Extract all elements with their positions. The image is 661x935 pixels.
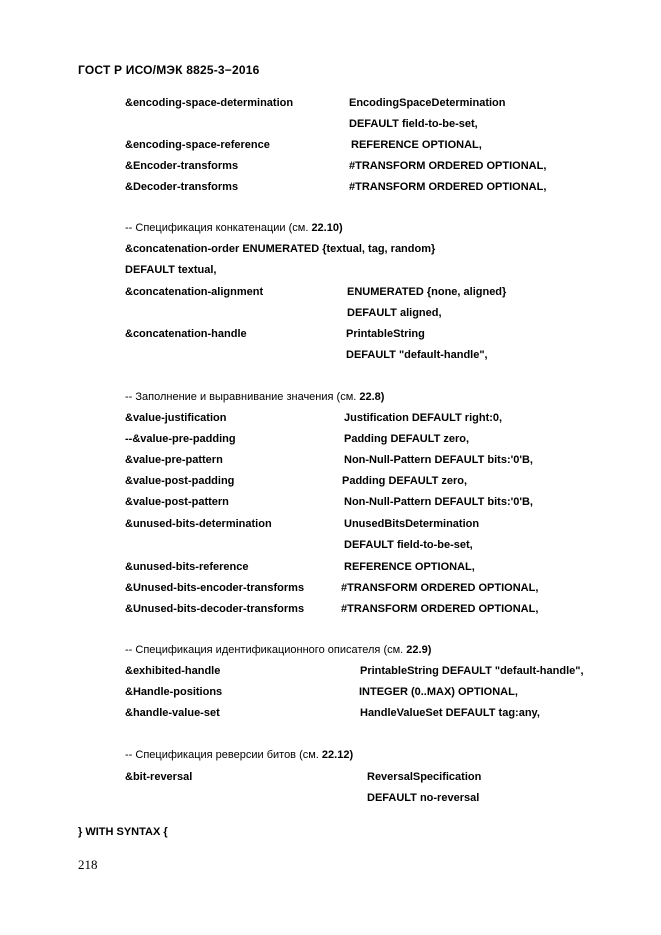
field-value: DEFAULT field-to-be-set, [344,539,473,551]
field-value: #TRANSFORM ORDERED OPTIONAL, [341,582,539,594]
field-value: #TRANSFORM ORDERED OPTIONAL, [349,160,547,172]
field-value: ReversalSpecification [367,771,482,783]
field-name: &unused-bits-determination [125,518,272,530]
field-name: &Unused-bits-encoder-transforms [125,582,305,594]
section-reference: 22.12) [321,749,354,761]
field-name: &bit-reversal [125,771,193,783]
field-value: Justification DEFAULT right:0, [344,412,503,424]
field-value: Padding DEFAULT zero, [344,433,470,445]
field-value: #TRANSFORM ORDERED OPTIONAL, [349,181,547,193]
page-number: 218 [78,857,98,872]
field-value: DEFAULT "default-handle", [346,349,488,361]
section-reference: 22.10) [311,222,343,234]
field-value: Non-Null-Pattern DEFAULT bits:'0'B, [344,454,533,466]
field-value: PrintableString [346,328,425,340]
field-name: &exhibited-handle [125,665,221,677]
field-name: &concatenation-alignment [125,286,264,298]
field-value: EncodingSpaceDetermination [349,97,506,109]
field-name: &handle-value-set [125,707,220,719]
code-line: &concatenation-order ENUMERATED {textual, tag, random} [125,243,436,255]
field-name: &encoding-space-determination [125,97,294,109]
field-value: INTEGER (0..MAX) OPTIONAL, [359,686,518,698]
field-value: DEFAULT no-reversal [367,792,480,804]
closing-syntax: } WITH SYNTAX { [78,826,168,838]
field-name: &Handle-positions [125,686,223,698]
field-name: &encoding-space-reference [125,139,270,151]
comment-text: -- Заполнение и выравнивание значения (см. [125,391,360,403]
field-name: &value-post-pattern [125,496,229,508]
section-comment [125,644,431,656]
field-value: #TRANSFORM ORDERED OPTIONAL, [341,603,539,615]
section-comment [125,749,353,761]
comment-text: -- Спецификация идентификационного описателя (см. [125,644,407,656]
section-reference: 22.9) [406,644,432,656]
field-value: REFERENCE OPTIONAL, [351,139,482,151]
field-value: PrintableString DEFAULT "default-handle", [360,665,584,677]
field-name: &Encoder-transforms [125,160,239,172]
field-value: UnusedBitsDetermination [344,518,480,530]
field-value: REFERENCE OPTIONAL, [344,561,475,573]
field-value: DEFAULT aligned, [347,307,442,319]
field-value: Padding DEFAULT zero, [342,475,468,487]
section-comment [125,391,384,403]
section-comment [125,222,343,234]
field-name: &value-post-padding [125,475,235,487]
field-name: &unused-bits-reference [125,561,249,573]
field-value: DEFAULT field-to-be-set, [349,118,478,130]
field-name: &Unused-bits-decoder-transforms [125,603,305,615]
comment-text: -- Спецификация реверсии битов (см. [125,749,322,761]
field-name: &value-pre-pattern [125,454,223,466]
field-name: &concatenation-handle [125,328,247,340]
field-name: &value-justification [125,412,227,424]
field-value: Non-Null-Pattern DEFAULT bits:'0'B, [344,496,533,508]
field-value: ENUMERATED {none, aligned} [347,286,507,298]
page-header: ГОСТ Р ИСО/МЭК 8825-3−2016 [78,63,260,77]
comment-text: -- Спецификация конкатенации (см. [125,222,312,234]
field-name: --&value-pre-padding [125,433,236,445]
section-reference: 22.8) [359,391,385,403]
field-name: &Decoder-transforms [125,181,239,193]
field-value: HandleValueSet DEFAULT tag:any, [360,707,540,719]
code-line: DEFAULT textual, [125,264,217,276]
